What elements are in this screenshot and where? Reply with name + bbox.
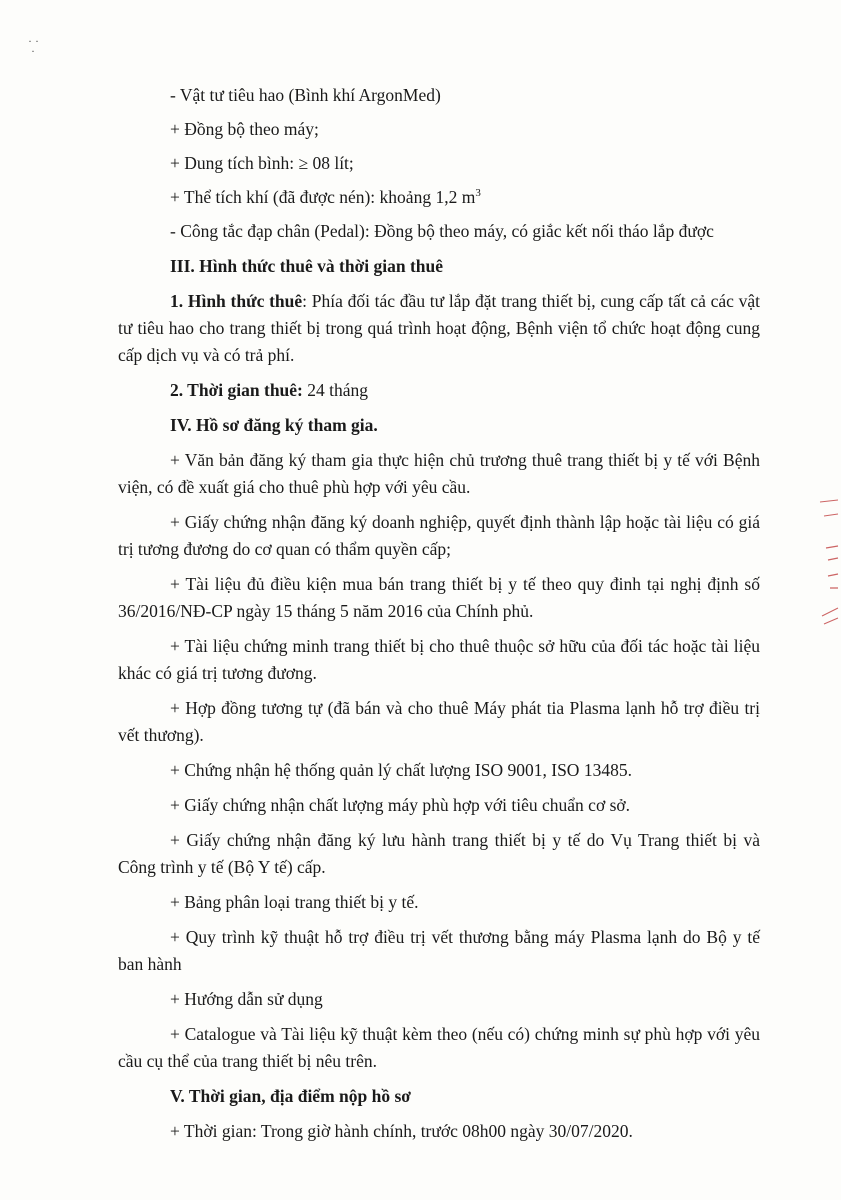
section-v-heading: V. Thời gian, địa điểm nộp hồ sơ (170, 1086, 411, 1106)
rental-period-text: 24 tháng (302, 380, 369, 400)
stamp-fragment (812, 498, 840, 638)
sync-line: + Đồng bộ theo máy; (170, 119, 319, 139)
rental-form-paragraph (118, 288, 760, 369)
gas-volume-sup: 3 (475, 187, 481, 200)
doc-item-8: + Giấy chứng nhận đăng ký lưu hành trang thiết bị y tế do Vụ Trang thiết bị và Công trình y tế (Bộ Y tế) cấp. (118, 830, 760, 877)
doc-item-9: + Bảng phân loại trang thiết bị y tế. (170, 892, 419, 912)
rental-period-label: 2. Thời gian thuê: (170, 380, 303, 400)
gas-volume-text: + Thể tích khí (đã được nén): khoảng 1,2 m (170, 187, 476, 207)
rental-form-text: : Phía đối tác đầu tư lắp đặt trang thiết bị, cung cấp tất cả các vật tư tiêu hao cho trang thiết bị trong quá trình hoạt động, Bệnh viện tổ chức hoạt động cung cấp dịch vụ và có trả phí. (118, 291, 760, 365)
doc-item-11: + Hướng dẫn sử dụng (170, 989, 323, 1009)
doc-item-5: + Hợp đồng tương tự (đã bán và cho thuê Máy phát tia Plasma lạnh hỗ trợ điều trị vết thương). (118, 698, 760, 745)
scan-specks: · · · (28, 34, 39, 58)
doc-item-2: + Giấy chứng nhận đăng ký doanh nghiệp, quyết định thành lập hoặc tài liệu có giá trị tương đương do cơ quan có thẩm quyền cấp; (118, 512, 760, 559)
doc-item-3: + Tài liệu đủ điều kiện mua bán trang thiết bị y tế theo quy đinh tại nghị định số 36/2016/NĐ-CP ngày 15 tháng 5 năm 2016 của Chính phủ. (118, 574, 760, 621)
doc-item-1: + Văn bản đăng ký tham gia thực hiện chủ trương thuê trang thiết bị y tế với Bệnh viện, có đề xuất giá cho thuê phù hợp với yêu cầu. (118, 450, 760, 497)
consumables-line: - Vật tư tiêu hao (Bình khí ArgonMed) (170, 85, 441, 105)
capacity-line: + Dung tích bình: ≥ 08 lít; (170, 153, 354, 173)
doc-item-6: + Chứng nhận hệ thống quản lý chất lượng ISO 9001, ISO 13485. (170, 760, 632, 780)
submission-time: + Thời gian: Trong giờ hành chính, trước 08h00 ngày 30/07/2020. (170, 1121, 633, 1141)
section-iii-heading: III. Hình thức thuê và thời gian thuê (170, 256, 444, 276)
doc-item-10: + Quy trình kỹ thuật hỗ trợ điều trị vết thương bằng máy Plasma lạnh do Bộ y tế ban hành (118, 927, 760, 974)
doc-item-4: + Tài liệu chứng minh trang thiết bị cho thuê thuộc sở hữu của đối tác hoặc tài liệu khác có giá trị tương đương. (118, 636, 760, 683)
document-body (118, 82, 760, 1153)
rental-period-paragraph (118, 377, 760, 404)
stamp-fragment-marks (812, 498, 840, 638)
section-iv-heading: IV. Hồ sơ đăng ký tham gia. (170, 415, 378, 435)
doc-item-12: + Catalogue và Tài liệu kỹ thuật kèm theo (nếu có) chứng minh sự phù hợp với yêu cầu cụ thể của trang thiết bị nêu trên. (118, 1024, 760, 1071)
rental-form-label: 1. Hình thức thuê (170, 291, 303, 311)
doc-item-7: + Giấy chứng nhận chất lượng máy phù hợp với tiêu chuẩn cơ sở. (170, 795, 631, 815)
gas-volume-line (118, 184, 760, 211)
pedal-line: - Công tắc đạp chân (Pedal): Đồng bộ theo máy, có giắc kết nối tháo lắp được (170, 221, 714, 241)
